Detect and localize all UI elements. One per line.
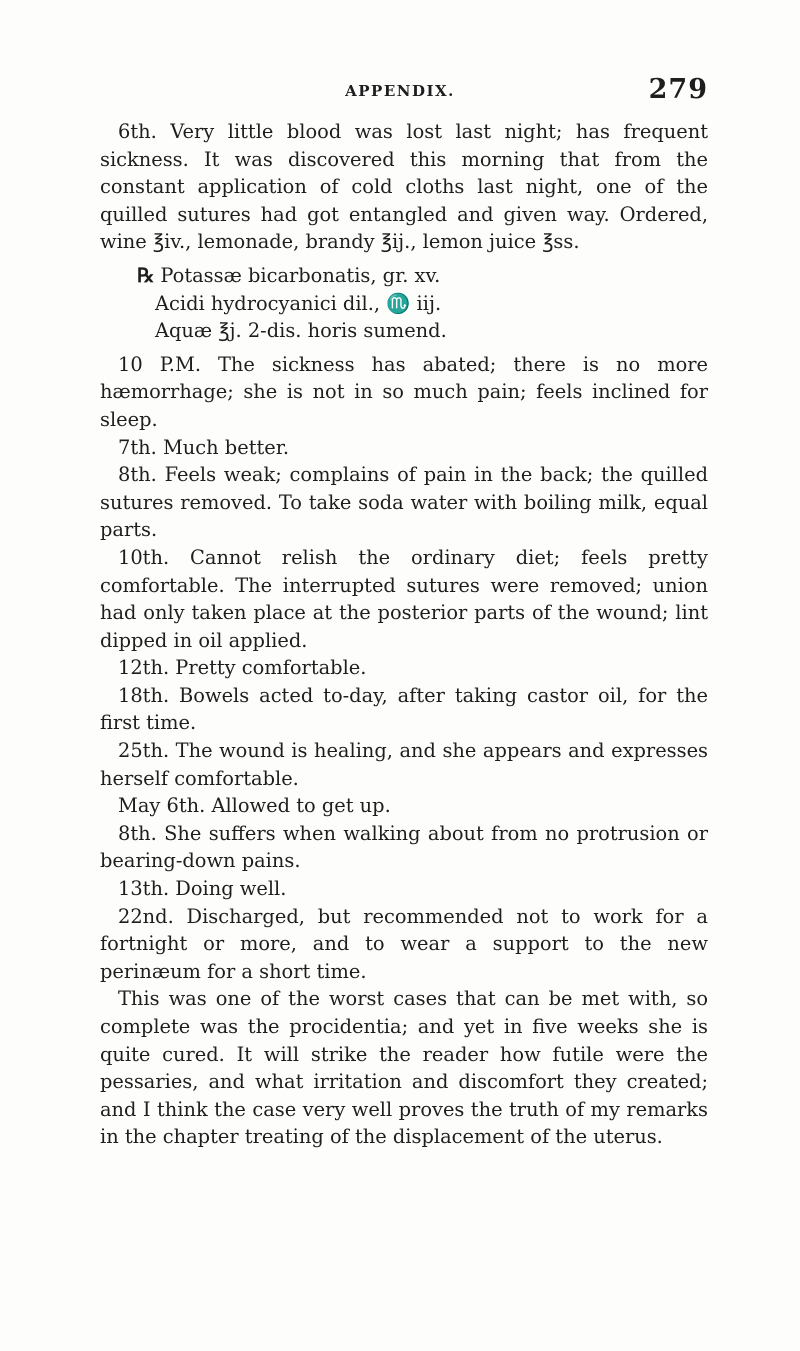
paragraph-22nd: 22nd. Discharged, but recommended not to work for a fortnight or more, and to wear a support to the new perinæum for a short time. [100,904,708,983]
paragraph-may-6th: May 6th. Allowed to get up. [118,794,391,818]
paragraph-13th: 13th. Doing well. [118,877,287,901]
paragraph-25th: 25th. The wound is healing, and she appears and expresses herself comfortable. [100,739,708,790]
prescription-line: Acidi hydrocyanici dil., ♏ iij. [155,291,442,315]
paragraph-7th: 7th. Much better. [118,435,290,459]
prescription [100,262,708,345]
paragraph-10th: 10th. Cannot relish the ordinary diet; feels pretty comfortable. The interrupted sutures were removed; union had only taken place at the posterior parts of the wound; lint dipped in oil applied. [100,545,708,652]
recipe-symbol: ℞ [137,263,155,287]
page-number: 279 [648,74,708,105]
paragraph-6th: 6th. Very little blood was lost last night; has frequent sickness. It was discovered this morning that from the constant application of cold cloths last night, one of the quilled sutures had got entangled and given way. Ordered, wine ℥iv., lemonade, brandy ℥ij., lemon juice ℥ss. [100,120,708,254]
paragraph-8th: 8th. Feels weak; complains of pain in the back; the quilled sutures removed. To take soda water with boiling milk, equal parts. [100,463,708,542]
paragraph-8th-may: 8th. She suffers when walking about from no protrusion or bearing-down pains. [100,821,708,873]
prescription-line-text: Potassæ bicarbonatis, gr. xv. [160,263,441,287]
running-title: APPENDIX. [345,82,455,100]
prescription-line [100,262,708,290]
paragraph-18th: 18th. Bowels acted to-day, after taking castor oil, for the first time. [100,683,708,735]
body-text [100,118,708,1151]
paragraph-10pm: 10 P.M. The sickness has abated; there is no more hæmorrhage; she is not in so much pain; feels inclined for sleep. [100,352,708,431]
prescription-line: Aquæ ℥j. 2-dis. horis sumend. [155,319,447,343]
paragraph-conclusion: This was one of the worst cases that can be met with, so complete was the procidentia; and yet in five weeks she is quite cured. It will strike the reader how futile were the pessaries, and what irritation and discomfort they created; and I think the case very well proves the truth of my remarks in the chapter treating of the displacement of the uterus. [100,987,708,1149]
paragraph-12th: 12th. Pretty comfortable. [118,656,367,680]
page-header [0,74,800,108]
